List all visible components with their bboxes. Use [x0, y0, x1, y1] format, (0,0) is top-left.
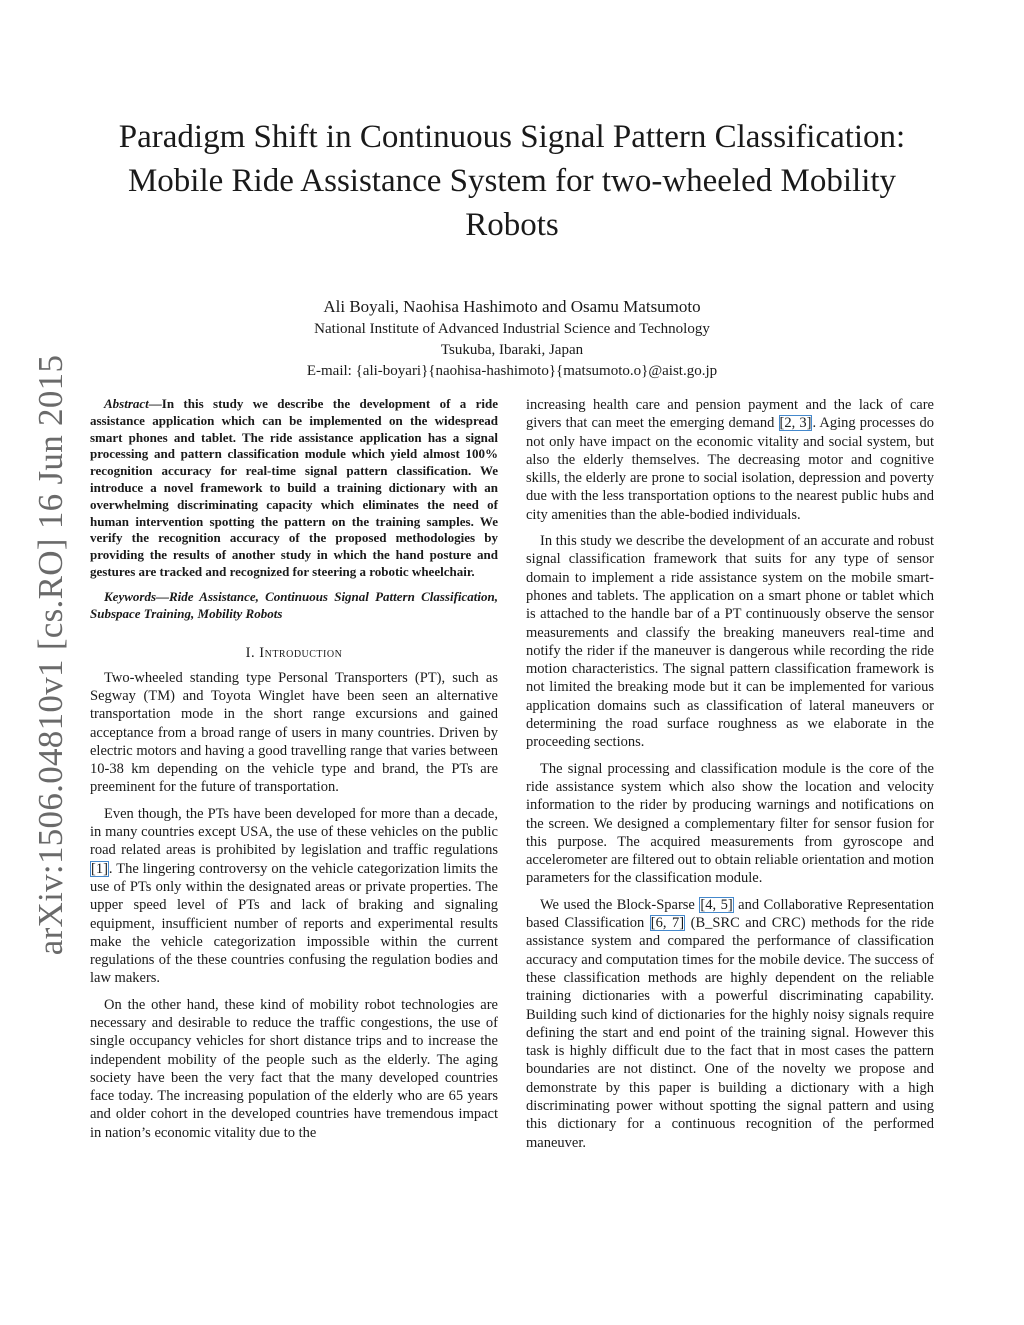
title-line-2: Mobile Ride Assistance System for two-wheeled Mobility — [127, 163, 897, 199]
author-affiliation: National Institute of Advanced Industrial Science and Technology — [314, 321, 710, 337]
paragraph-text: We used the Block-Sparse — [540, 896, 700, 913]
author-names: Ali Boyali, Naohisa Hashimoto and Osamu Matsumoto — [323, 297, 701, 316]
citation-link[interactable]: [6, 7] — [650, 915, 685, 932]
paragraph-text: Even though, the PTs have been developed for more than a decade, in many countries except USA, the use of these vehicles on the public road related areas is prohibited by legislation and traffic regulations — [90, 805, 498, 859]
arxiv-identifier: arXiv:1506.04810v1 [cs.RO] 16 Jun 2015 — [31, 354, 70, 956]
title-line-3: Robots — [465, 207, 559, 243]
intro-paragraph-2 — [90, 805, 498, 988]
paragraph-text: increasing health care and pension payment and the lack of care givers that can meet the emerging demand — [526, 397, 934, 432]
citation-link[interactable]: [4, 5] — [700, 896, 733, 913]
citation-link[interactable]: [2, 3] — [779, 415, 812, 432]
keywords-text: —Ride Assistance, Continuous Signal Pattern Classification, Subspace Training, Mobility Robots — [90, 588, 498, 621]
abstract-label: Abstract — [104, 396, 149, 411]
section-heading-introduction — [90, 644, 498, 662]
paragraph-text: . The lingering controversy on the vehicle categorization limits the use of PTs only within the designated areas or private properties. The upper speed level of PTs and lack of braking and signaling equipment, insufficient number of reports and experimental results make the vehicle categorization impossible within the current regulations of the these countries confusing the regulation bodies and law makers. — [90, 860, 498, 987]
section-number: I. — [245, 645, 256, 662]
section-title: Introduction — [259, 645, 343, 662]
paragraph-text: . Aging processes do not only have impact on the economic vitality and social system, but also the elderly themselves. The decreasing motor and cognitive skills, the elderly are prone to social isolation, depression and poverty due with the less transportation options to the nearest public hubs and city amenities than the able-bodied individuals. — [526, 415, 934, 523]
title-line-1: Paradigm Shift in Continuous Signal Pattern Classification: — [118, 119, 906, 155]
intro-paragraph-5: The signal processing and classification module is the core of the ride assistance system which also show the location and velocity information to the rider by producing warnings and notifications on the screen. We designed a complementary filter for sensor fusion for this purpose. The acquired measurements from gyroscope and accelerometer are filtered out to obtain reliable orientation and motion parameters for the classification module. — [526, 760, 934, 887]
intro-paragraph-6 — [526, 896, 934, 1152]
intro-paragraph-1: Two-wheeled standing type Personal Transporters (PT), such as Segway (TM) and Toyota Winglet have been seen an alternative transportation mode in the short range excursions and gained acceptance from a broad range of users in many countries. Driven by electric motors and having a good travelling range that varies between 10-38 km depending on the vehicle type and brand, the PTs are preeminent for the future of transportation. — [90, 669, 498, 796]
paper-title — [100, 115, 924, 247]
intro-paragraph-3: On the other hand, these kind of mobility robot technologies are necessary and desirable to reduce the traffic congestions, the use of single occupancy vehicles for short distance trips and to increase the independent mobility of the people such as the elderly. The aging society have been the very fact that the many developed countries face today. The increasing population of the elderly who are 65 years and older cohort in the developed countries have tremendous impact in nation’s economic vitality due to the — [90, 996, 498, 1141]
paragraph-text: (B_SRC and CRC) methods for the ride assistance system and compared the performance of classification accuracy and computation times for the mobile device. The success of these classification methods are highly dependent on the reliable training dictionaries with a powerful discriminating capability. Building such kind of dictionaries for the highly noisy signals require defining the start and end point of the training signal. However this task is highly difficult due to the fact that in most cases the pattern boundaries are not distinct. One of the novelty we propose and demonstrate by this paper is building a dictionary with a high discriminating power without spotting the signal pattern and using this dictionary for a continuous recognition of the performed maneuver. — [526, 915, 934, 1151]
citation-link[interactable]: [1] — [91, 860, 108, 877]
paragraph-text: and Collaborative Representation based Classification — [526, 896, 934, 932]
intro-paragraph-4: In this study we describe the development of an accurate and robust signal classification framework that suits for any type of sensor domain to implement a ride assistance system on the mobile smart-phones and tablets. The application on a smart phone or tablet which is attached to the handle bar of a PT continuously observe the sensor measurements and classify the breaking maneuvers real-time and notify the rider if the maneuver is dangerous while recording the ride motion characteristics. The signal pattern classification framework is not limited the breaking mode but it can be implemented for various application domains such as classification of lateral maneuvers or determining the road surface roughness as we elaborate in the proceeding sections. — [526, 533, 934, 751]
author-block — [200, 294, 824, 382]
abstract-text: —In this study we describe the development of a ride assistance application which can be implemented on the widespread smart phones and tablet. The ride assistance application has a signal processing and pattern classification module which yield almost 100% recognition accuracy for real-time signal pattern classification. We introduce a novel framework to build a training dictionary with an overwhelming discriminating capacity which eliminates the need of human intervention spotting the pattern on the training samples. We verify the recognition accuracy of the proposed methodologies by providing the results of another study in which the hand posture and gestures are tracked and recognized for steering a robotic wheelchair. — [90, 396, 498, 579]
author-location: Tsukuba, Ibaraki, Japan — [440, 342, 584, 358]
author-email: E-mail: {ali-boyari}{naohisa-hashimoto}{matsumoto.o}@aist.go.jp — [306, 363, 718, 379]
left-column — [90, 396, 498, 1150]
intro-paragraph-3-continued — [526, 396, 934, 524]
abstract — [90, 396, 498, 581]
keywords — [90, 589, 498, 623]
right-column — [526, 396, 934, 1160]
keywords-label: Keywords — [104, 588, 156, 604]
